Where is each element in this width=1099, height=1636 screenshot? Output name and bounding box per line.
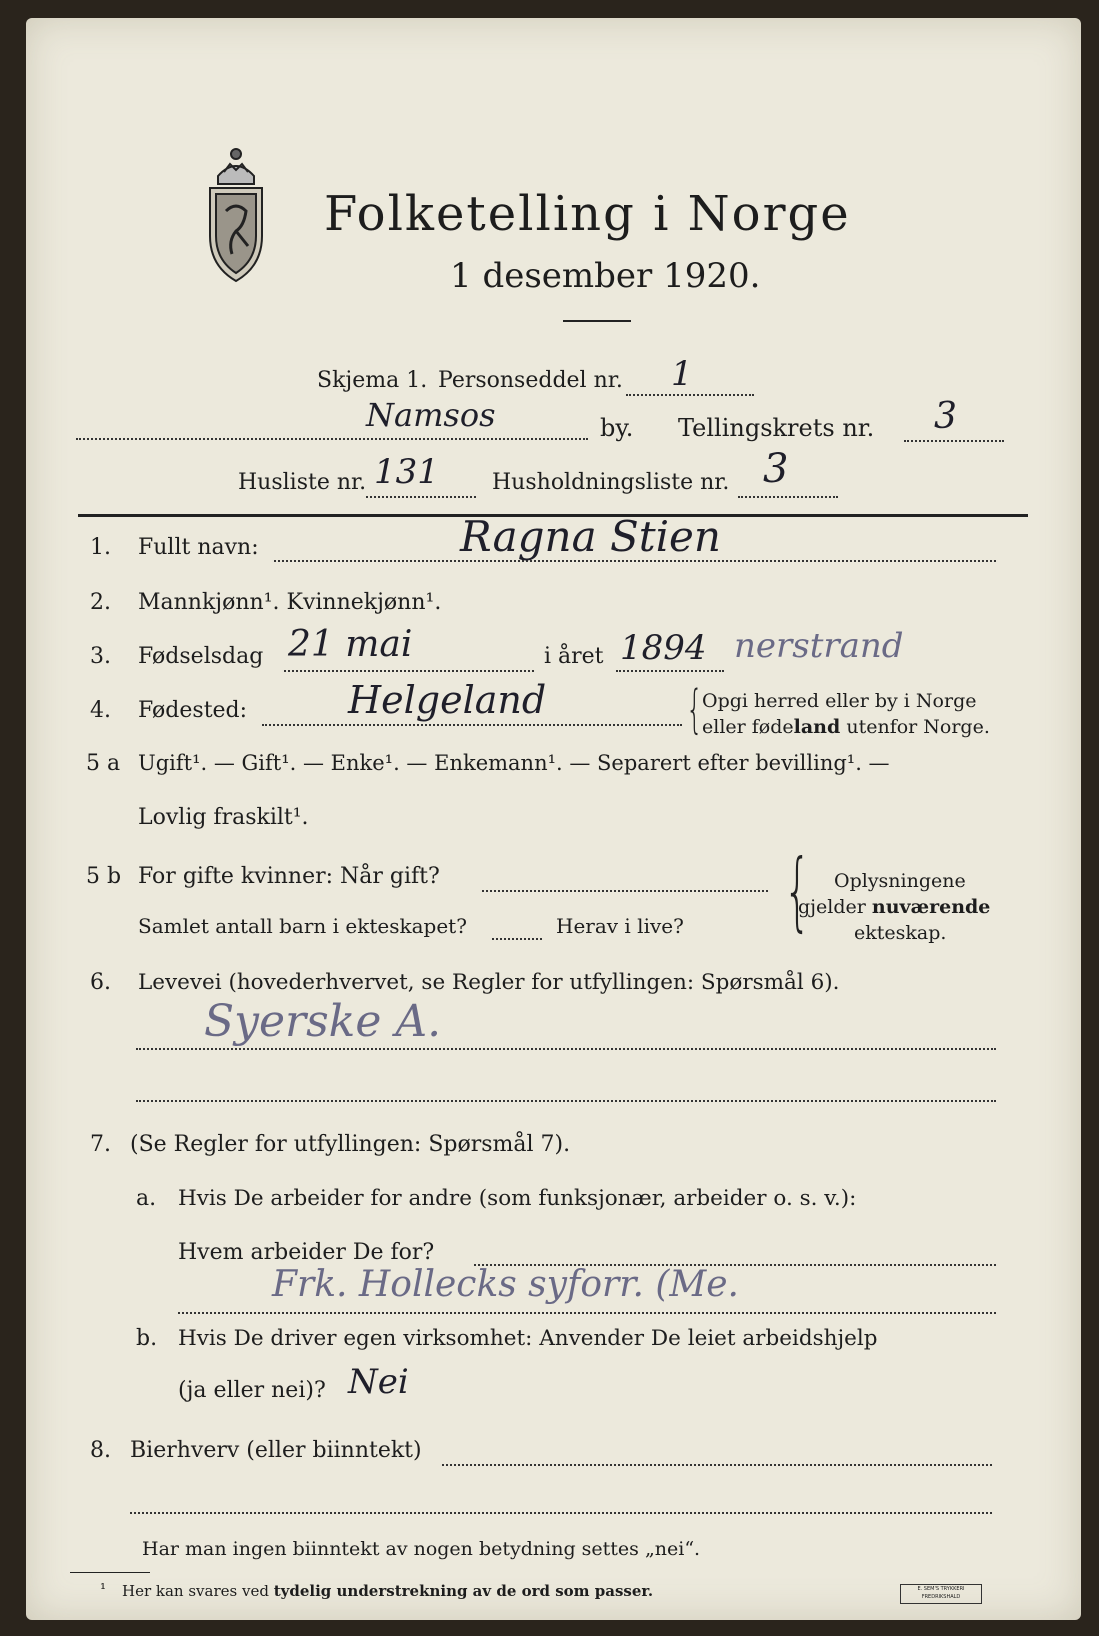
q7b-letter: b.: [136, 1326, 158, 1351]
q3-year-label: i året: [544, 644, 604, 669]
personseddel-line: [626, 394, 754, 396]
husliste-line: [366, 496, 476, 498]
q7a-letter: a.: [136, 1186, 157, 1211]
title-divider: [563, 320, 631, 322]
q5b-children-label: Samlet antall barn i ekteskapet?: [138, 914, 467, 938]
skjema-label: Skjema 1.: [317, 368, 428, 393]
q7-number: 7.: [90, 1132, 111, 1157]
q7b-line2: (ja eller nei)?: [178, 1378, 326, 1403]
census-form-sheet: [26, 18, 1081, 1620]
q2-label: Mannkjønn¹. Kvinnekjønn¹.: [138, 590, 442, 615]
tellingskrets-value: 3: [934, 396, 957, 437]
q6-line1: [136, 1048, 996, 1050]
by-line: [76, 438, 588, 440]
q5b-line1: For gifte kvinner: Når gift?: [138, 864, 440, 889]
q4-line: [262, 724, 682, 726]
q7-label: (Se Regler for utfyllingen: Spørsmål 7).: [130, 1132, 571, 1157]
q5b-alive-label: Herav i live?: [556, 914, 684, 938]
husliste-value: 131: [374, 452, 439, 492]
q3-year-value: 1894: [620, 628, 707, 668]
footnote-number: ¹: [100, 1580, 107, 1598]
q3-number: 3.: [90, 644, 111, 669]
husholdning-label: Husholdningsliste nr.: [492, 470, 730, 495]
coat-of-arms-icon: [196, 136, 276, 286]
q7a-value: Frk. Hollecks syforr. (Me.: [272, 1264, 739, 1305]
q1-value: Ragna Stien: [460, 512, 721, 561]
q6-number: 6.: [90, 970, 111, 995]
q5b-children-line: [492, 938, 542, 940]
q6-line2: [136, 1100, 996, 1102]
q7b-value: Nei: [348, 1362, 409, 1402]
q4-number: 4.: [90, 698, 111, 723]
husholdning-line: [738, 496, 838, 498]
q5b-note3: ekteskap.: [854, 922, 947, 944]
q8-label: Bierhverv (eller biinntekt): [130, 1438, 422, 1463]
q3-label: Fødselsdag: [138, 644, 264, 669]
q7a-line-2: [178, 1312, 996, 1314]
q5b-number: 5 b: [86, 864, 122, 889]
q5b-note2: gjelder nuværende: [798, 896, 991, 918]
form-title: Folketelling i Norge: [324, 186, 851, 242]
footer-note: Har man ingen biinntekt av nogen betydning settes „nei“.: [142, 1538, 701, 1560]
tellingskrets-line: [904, 440, 1004, 442]
q5a-number: 5 a: [86, 751, 121, 776]
q4-note-line2: eller fødeland utenfor Norge.: [702, 716, 990, 738]
q4-label: Fødested:: [138, 698, 248, 723]
personseddel-value: 1: [671, 354, 693, 394]
q7a-line2: Hvem arbeider De for?: [178, 1240, 435, 1265]
q8-line: [442, 1464, 992, 1466]
census-date: 1 desember 1920.: [450, 256, 761, 296]
q3-date-line: [284, 670, 534, 672]
q6-label: Levevei (hovederhvervet, se Regler for utfyllingen: Spørsmål 6).: [138, 970, 840, 995]
footnote-text: Her kan svares ved tydelig understrekning av de ord som passer.: [122, 1582, 654, 1600]
tellingskrets-label: Tellingskrets nr.: [678, 414, 875, 442]
q3-year-line: [616, 670, 724, 672]
q5b-married-line: [482, 890, 768, 892]
q3-date-value: 21 mai: [288, 624, 413, 665]
q4-note-line1: Opgi herred eller by i Norge: [702, 690, 977, 712]
husliste-label: Husliste nr.: [238, 470, 367, 495]
q4-value: Helgeland: [348, 678, 547, 722]
by-value: Namsos: [366, 396, 496, 434]
personseddel-label: Personseddel nr.: [438, 368, 623, 393]
q6-value: Syerske A.: [204, 996, 442, 1047]
printer-mark-line2: FREDRIKSHALD: [921, 1594, 961, 1600]
q5b-note1: Oplysningene: [834, 870, 966, 892]
q3-note: nerstrand: [734, 626, 904, 666]
footnote-rule: [70, 1572, 150, 1573]
q7a-line1: Hvis De arbeider for andre (som funksjonær, arbeider o. s. v.):: [178, 1186, 857, 1211]
q7b-line1: Hvis De driver egen virksomhet: Anvender De leiet arbeidshjelp: [178, 1326, 878, 1351]
husholdning-value: 3: [763, 446, 789, 492]
q8-line-2: [130, 1512, 992, 1514]
q5a-line1: Ugift¹. — Gift¹. — Enke¹. — Enkemann¹. — Separert efter bevilling¹. —: [138, 751, 890, 775]
by-label: by.: [600, 414, 634, 442]
printer-mark-line1: E. SEM'S TRYKKERI: [917, 1586, 965, 1592]
printer-mark: [900, 1584, 982, 1604]
q1-number: 1.: [90, 535, 111, 560]
q8-number: 8.: [90, 1438, 111, 1463]
q5a-line2: Lovlig fraskilt¹.: [138, 805, 309, 830]
q4-brace: {: [686, 680, 703, 740]
q1-label: Fullt navn:: [138, 535, 259, 560]
q5b-brace: {: [783, 841, 812, 941]
q2-number: 2.: [90, 590, 111, 615]
